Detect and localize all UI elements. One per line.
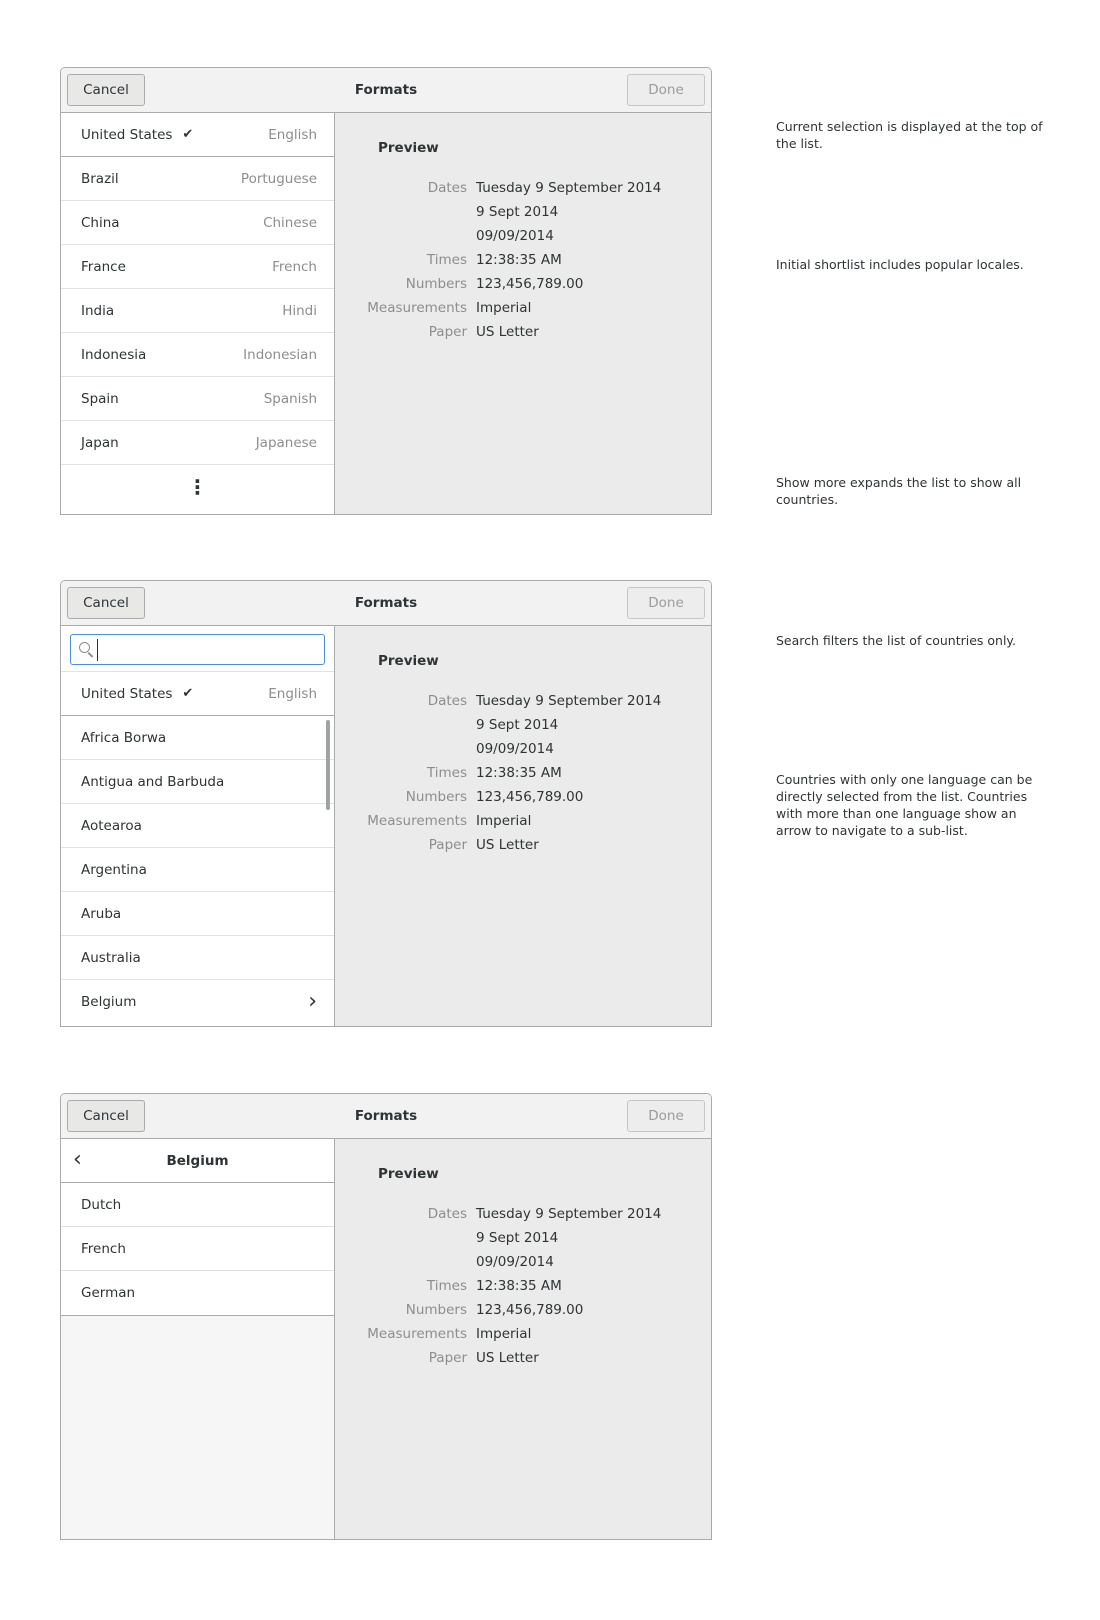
time-value: 12:38:35 AM [476,765,562,781]
checkmark-icon: ✔ [182,127,194,142]
list-item[interactable] [61,245,334,289]
list-item-current[interactable] [61,113,334,157]
list-item[interactable] [61,421,334,465]
show-more-button[interactable] [61,465,334,509]
note-current-selection: Current selection is displayed at the top of the list. [776,119,1043,151]
search-bar [61,626,334,672]
paper-value: US Letter [476,1350,539,1366]
scrollbar[interactable] [326,720,330,810]
numbers-label: Numbers [405,1302,467,1318]
measurements-label: Measurements [367,1326,467,1342]
list-item-belgium[interactable] [61,980,334,1024]
note-show-more: Show more expands the list to show all countries. [776,475,1022,507]
sublist-items [61,1183,334,1316]
country-label: Aotearoa [81,817,142,834]
country-label: France [81,258,126,275]
chevron-left-icon[interactable]: ‹ [73,1147,82,1172]
numbers-label: Numbers [405,276,467,292]
time-value: 12:38:35 AM [476,1278,562,1294]
measurement-value: Imperial [476,1326,532,1342]
preview-title: Preview [378,140,439,156]
list-item-current[interactable] [61,672,334,716]
language-label: Chinese [263,214,317,231]
list-item[interactable] [61,716,334,760]
measurements-label: Measurements [367,300,467,316]
date-short-value: 09/09/2014 [476,741,554,757]
language-label: French [81,1240,126,1257]
cancel-button[interactable]: Cancel [67,587,145,619]
dates-label: Dates [427,180,467,196]
language-label: French [272,258,317,275]
country-label: United States [81,685,173,702]
preview-panel [335,1139,711,1539]
formats-dialog-search [60,580,712,1027]
preview-title: Preview [378,1166,439,1182]
done-button[interactable]: Done [627,74,705,106]
list-item[interactable] [61,848,334,892]
cancel-button[interactable]: Cancel [67,74,145,106]
checkmark-icon: ✔ [182,686,194,701]
sublist-header [61,1139,334,1183]
locale-list [61,626,335,1026]
vertical-ellipsis-icon: ⋮ [187,475,208,499]
language-label: Spanish [263,390,317,407]
times-label: Times [426,765,467,781]
search-icon [79,642,94,657]
date-long-value: Tuesday 9 September 2014 [476,1206,662,1222]
time-value: 12:38:35 AM [476,252,562,268]
list-item[interactable] [61,1227,334,1271]
dates-label: Dates [427,693,467,709]
language-label: Indonesian [243,346,317,363]
country-label: Africa Borwa [81,729,167,746]
chevron-right-icon: › [308,989,317,1014]
list-item[interactable] [61,377,334,421]
language-label: Dutch [81,1196,122,1213]
number-value: 123,456,789.00 [476,276,584,292]
date-medium-value: 9 Sept 2014 [476,717,559,733]
list-item[interactable] [61,1183,334,1227]
measurement-value: Imperial [476,813,532,829]
sublist-title: Belgium [166,1152,229,1169]
note-shortlist: Initial shortlist includes popular locales. [776,257,1024,272]
language-label: Portuguese [240,170,317,187]
language-label: German [81,1285,136,1301]
list-item[interactable] [61,936,334,980]
language-label: Japanese [255,434,317,451]
list-item[interactable] [61,289,334,333]
list-item[interactable] [61,201,334,245]
search-input[interactable] [97,639,308,661]
formats-dialog-shortlist [60,67,712,515]
dates-label: Dates [427,1206,467,1222]
list-item[interactable] [61,760,334,804]
date-medium-value: 9 Sept 2014 [476,1230,559,1246]
dialog-title: Formats [354,595,418,611]
country-label: Belgium [81,994,137,1010]
language-sublist [61,1139,335,1539]
measurements-label: Measurements [367,813,467,829]
locale-list [61,113,335,514]
date-short-value: 09/09/2014 [476,1254,554,1270]
country-label: Japan [81,434,119,451]
header-bar [61,1094,711,1139]
done-button[interactable]: Done [627,1100,705,1132]
country-label: Australia [81,949,141,966]
country-label: Aruba [81,905,122,922]
date-long-value: Tuesday 9 September 2014 [476,180,662,196]
country-label: United States [81,126,173,143]
measurement-value: Imperial [476,300,532,316]
language-label: Hindi [282,302,317,319]
country-label: India [81,302,115,319]
cancel-button[interactable]: Cancel [67,1100,145,1132]
country-label: Antigua and Barbuda [81,773,225,790]
country-label: Brazil [81,170,119,187]
number-value: 123,456,789.00 [476,1302,584,1318]
times-label: Times [426,1278,467,1294]
dialog-title: Formats [354,1108,418,1124]
empty-area [61,1316,334,1539]
date-short-value: 09/09/2014 [476,228,554,244]
header-bar [61,68,711,113]
paper-value: US Letter [476,324,539,340]
date-long-value: Tuesday 9 September 2014 [476,693,662,709]
list-item[interactable] [61,892,334,936]
header-bar [61,581,711,626]
country-label: China [81,214,120,231]
numbers-label: Numbers [405,789,467,805]
list-item[interactable] [61,157,334,201]
preview-title: Preview [378,653,439,669]
language-label: English [268,685,317,702]
formats-dialog-sublist [60,1093,712,1540]
paper-label: Paper [428,1350,467,1366]
done-button[interactable]: Done [627,587,705,619]
list-item[interactable] [61,333,334,377]
note-languages: Countries with only one language can be directly selected from the list. Countries with more than one language show an arrow to navigate to a sub-list. [776,772,1033,838]
note-search: Search filters the list of countries only. [776,633,1017,648]
country-label: Indonesia [81,346,147,363]
list-item[interactable] [61,804,334,848]
paper-value: US Letter [476,837,539,853]
date-medium-value: 9 Sept 2014 [476,204,559,220]
country-label: Spain [81,390,119,407]
preview-panel [335,626,711,1026]
language-label: English [268,126,317,143]
number-value: 123,456,789.00 [476,789,584,805]
paper-label: Paper [428,837,467,853]
paper-label: Paper [428,324,467,340]
dialog-title: Formats [354,82,418,98]
preview-panel [335,113,711,514]
country-label: Argentina [81,861,147,878]
list-item[interactable] [61,1271,334,1315]
search-entry[interactable] [70,634,325,665]
times-label: Times [426,252,467,268]
